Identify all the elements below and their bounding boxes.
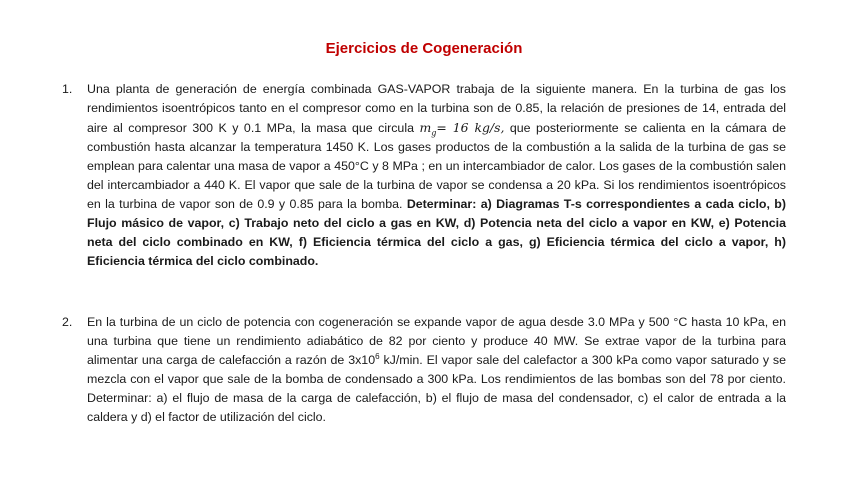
exercise-questions: Determinar: a) Diagramas T-s correspondientes a cada ciclo, b) Flujo másico de vapor, c) Trabajo neto del ciclo a gas en KW, d) Potencia neta del ciclo a vapor en KW, e) Potencia neta del ciclo combinado en KW, f) Eficiencia térmica del ciclo a gas, g) Eficiencia térmica del ciclo a vapor, h) Eficiencia térmica del ciclo combinado.: [87, 197, 786, 268]
page-title: Ejercicios de Cogeneración: [325, 40, 523, 57]
exercise-2: [62, 313, 786, 427]
exercise-text: [87, 80, 786, 271]
mass-flow-formula: [419, 120, 505, 138]
exercise-number: 2.: [62, 315, 73, 329]
exercise-text-part: Una planta de generación de energía combinada GAS-VAPOR trabaja de la siguiente manera. En la turbina de gas los rendimientos isoentrópicos tanto en el compresor como en la turbina son de 0.85, la relación de presiones de 14, entrada del aire al compresor 300 K y 0.1 MPa, la masa que circula: [87, 82, 786, 135]
exercise-text: [87, 313, 786, 427]
exercise-text-part: que posteriormente se calienta en la cámara de combustión hasta alcanzar la temperatura 1450 K. Los gases productos de la combustión a la salida de la turbina de gas se emplean para calentar una masa de vapor a 450°C y 8 MPa ; en un intercambiador de calor. Los gases de la combustión salen del intercambiador a 440 K. El vapor que sale de la turbina de vapor se condensa a 20 kPa. Si los rendimientos isoentrópicos en la turbina de vapor son de 0.9 y 0.85 para la bomba.: [87, 121, 786, 211]
exercise-1: [62, 80, 786, 271]
exponent: 6: [375, 351, 380, 361]
exercise-text-part: kJ/min. El vapor sale del calefactor a 300 kPa como vapor saturado y se mezcla con el vapor que sale de la bomba de condensado a 300 kPa. Los rendimientos de las bombas son del 78 por ciento. Determinar: a) el flujo de masa de la carga de calefacción, b) el flujo de masa del condensador, c) el calor de entrada a la caldera y d) el factor de utilización del ciclo.: [87, 353, 786, 424]
exercise-text-part: En la turbina de un ciclo de potencia con cogeneración se expande vapor de agua desde 3.0 MPa y 500 °C hasta 10 kPa, en una turbina que tiene un rendimiento adiabático de 82 por ciento y produce 40 MW. Se extrae vapor de la turbina para alimentar una carga de calefacción a razón de 3x10: [87, 315, 786, 367]
mass-symbol: m: [419, 120, 432, 135]
mass-subscript: g: [431, 128, 437, 138]
mass-value: = 16 kg/s,: [436, 120, 505, 135]
exercise-number: 1.: [62, 82, 73, 96]
